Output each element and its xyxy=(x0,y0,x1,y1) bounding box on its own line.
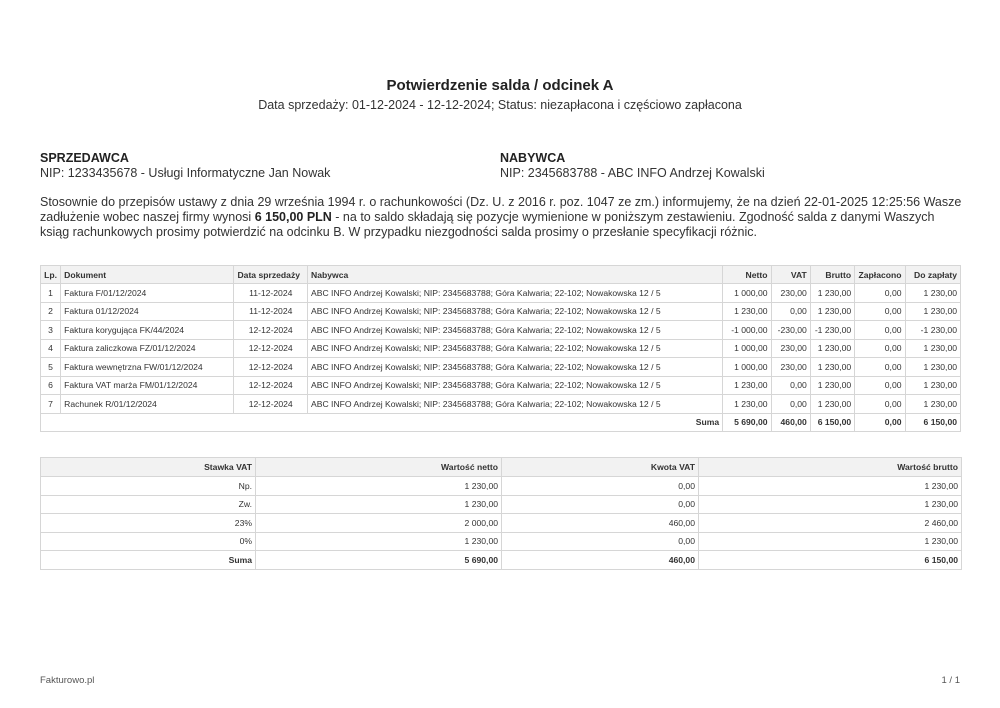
cell-lp: 6 xyxy=(41,376,61,395)
vat-gross: 1 230,00 xyxy=(699,477,962,496)
sum-paid: 0,00 xyxy=(855,413,905,432)
sum-gross: 6 150,00 xyxy=(810,413,854,432)
sum-due: 6 150,00 xyxy=(905,413,960,432)
cell-gross: -1 230,00 xyxy=(810,321,854,340)
cell-net: 1 230,00 xyxy=(723,395,771,414)
footer-brand: Fakturowo.pl xyxy=(40,675,95,686)
cell-net: 1 000,00 xyxy=(723,284,771,303)
vat-rate: Zw. xyxy=(41,495,256,514)
col-header-gross: Brutto xyxy=(810,266,854,284)
vat-sum-label: Suma xyxy=(41,551,256,570)
cell-buyer: ABC INFO Andrzej Kowalski; NIP: 2345683788; Góra Kalwaria; 22-102; Nowakowska 12 / 5 xyxy=(308,376,723,395)
statement-text-before: Stosownie do przepisów ustawy z dnia 29 września 1994 r. o rachunkowości (Dz. U. z 2016 r. poz. 1047 ze zm.) informujemy, że na dzień 22-01-2025 12:25:56 Wasze zadłużenie wobec naszej firmy wynosi xyxy=(40,195,962,224)
balance-amount: 6 150,00 PLN xyxy=(254,210,332,224)
cell-gross: 1 230,00 xyxy=(810,376,854,395)
documents-header-row xyxy=(41,266,961,284)
buyer-block xyxy=(500,151,765,181)
cell-net: -1 000,00 xyxy=(723,321,771,340)
cell-vat: -230,00 xyxy=(771,321,810,340)
document-subtitle: Data sprzedaży: 01-12-2024 - 12-12-2024; Status: niezapłacona i częściowo zapłacona xyxy=(258,98,742,112)
cell-vat: 0,00 xyxy=(771,395,810,414)
vat-row xyxy=(41,532,962,551)
cell-due: 1 230,00 xyxy=(905,395,960,414)
vat-row xyxy=(41,495,962,514)
documents-table xyxy=(40,265,961,432)
statement-text-after: - na to saldo składają się pozycje wymienione w poniższym zestawieniu. Zgodność salda z danymi Waszych ksiąg rachunkowych prosimy potwierdzić na odcinku B. W przypadku niezgodności salda prosimy o przesłanie specyfikacji różnic. xyxy=(40,210,935,239)
cell-due: -1 230,00 xyxy=(905,321,960,340)
cell-sale-date: 12-12-2024 xyxy=(234,376,308,395)
cell-net: 1 000,00 xyxy=(723,358,771,377)
document-title: Potwierdzenie salda / odcinek A xyxy=(386,77,614,94)
vat-rate: 0% xyxy=(41,532,256,551)
cell-sale-date: 12-12-2024 xyxy=(234,339,308,358)
vat-gross: 1 230,00 xyxy=(699,495,962,514)
cell-lp: 4 xyxy=(41,339,61,358)
table-row xyxy=(41,321,961,340)
cell-due: 1 230,00 xyxy=(905,339,960,358)
col-header-lp: Lp. xyxy=(41,266,61,284)
vat-sum-row xyxy=(41,551,962,570)
cell-gross: 1 230,00 xyxy=(810,302,854,321)
cell-vat: 0,00 xyxy=(771,376,810,395)
cell-lp: 7 xyxy=(41,395,61,414)
seller-block xyxy=(40,151,330,181)
cell-vat: 0,00 xyxy=(771,302,810,321)
cell-buyer: ABC INFO Andrzej Kowalski; NIP: 2345683788; Góra Kalwaria; 22-102; Nowakowska 12 / 5 xyxy=(308,358,723,377)
cell-due: 1 230,00 xyxy=(905,358,960,377)
sum-net: 5 690,00 xyxy=(723,413,771,432)
buyer-heading: NABYWCA xyxy=(500,151,566,165)
seller-heading: SPRZEDAWCA xyxy=(40,151,129,165)
cell-document: Faktura 01/12/2024 xyxy=(61,302,234,321)
documents-sum-row xyxy=(41,413,961,432)
cell-gross: 1 230,00 xyxy=(810,395,854,414)
cell-document: Faktura F/01/12/2024 xyxy=(61,284,234,303)
cell-document: Faktura VAT marża FM/01/12/2024 xyxy=(61,376,234,395)
cell-due: 1 230,00 xyxy=(905,302,960,321)
cell-lp: 5 xyxy=(41,358,61,377)
vat-row xyxy=(41,514,962,533)
vat-amount: 0,00 xyxy=(502,495,699,514)
vat-sum-gross: 6 150,00 xyxy=(699,551,962,570)
cell-sale-date: 11-12-2024 xyxy=(234,284,308,303)
cell-sale-date: 12-12-2024 xyxy=(234,358,308,377)
vat-gross: 2 460,00 xyxy=(699,514,962,533)
balance-statement xyxy=(40,195,965,240)
col-header-paid: Zapłacono xyxy=(855,266,905,284)
col-header-document: Dokument xyxy=(61,266,234,284)
cell-vat: 230,00 xyxy=(771,284,810,303)
vat-header-row xyxy=(41,458,962,477)
cell-due: 1 230,00 xyxy=(905,284,960,303)
cell-sale-date: 11-12-2024 xyxy=(234,302,308,321)
vat-col-header-net: Wartość netto xyxy=(256,458,502,477)
cell-lp: 1 xyxy=(41,284,61,303)
cell-paid: 0,00 xyxy=(855,302,905,321)
vat-col-header-vat: Kwota VAT xyxy=(502,458,699,477)
cell-net: 1 230,00 xyxy=(723,302,771,321)
cell-buyer: ABC INFO Andrzej Kowalski; NIP: 2345683788; Góra Kalwaria; 22-102; Nowakowska 12 / 5 xyxy=(308,321,723,340)
cell-paid: 0,00 xyxy=(855,321,905,340)
vat-amount: 460,00 xyxy=(502,514,699,533)
buyer-details: NIP: 2345683788 - ABC INFO Andrzej Kowalski xyxy=(500,166,765,180)
col-header-due: Do zapłaty xyxy=(905,266,960,284)
table-row xyxy=(41,302,961,321)
page-number: 1 / 1 xyxy=(941,675,960,686)
cell-gross: 1 230,00 xyxy=(810,358,854,377)
cell-buyer: ABC INFO Andrzej Kowalski; NIP: 2345683788; Góra Kalwaria; 22-102; Nowakowska 12 / 5 xyxy=(308,395,723,414)
cell-gross: 1 230,00 xyxy=(810,339,854,358)
cell-paid: 0,00 xyxy=(855,395,905,414)
vat-sum-vat: 460,00 xyxy=(502,551,699,570)
vat-amount: 0,00 xyxy=(502,532,699,551)
cell-net: 1 000,00 xyxy=(723,339,771,358)
sum-label: Suma xyxy=(41,413,723,432)
cell-sale-date: 12-12-2024 xyxy=(234,395,308,414)
document-header xyxy=(0,77,1000,113)
cell-document: Rachunek R/01/12/2024 xyxy=(61,395,234,414)
table-row xyxy=(41,376,961,395)
vat-net: 1 230,00 xyxy=(256,477,502,496)
table-row xyxy=(41,284,961,303)
vat-sum-net: 5 690,00 xyxy=(256,551,502,570)
seller-details: NIP: 1233435678 - Usługi Informatyczne Jan Nowak xyxy=(40,166,331,180)
vat-rate: Np. xyxy=(41,477,256,496)
cell-sale-date: 12-12-2024 xyxy=(234,321,308,340)
cell-due: 1 230,00 xyxy=(905,376,960,395)
cell-paid: 0,00 xyxy=(855,376,905,395)
table-row xyxy=(41,358,961,377)
cell-document: Faktura zaliczkowa FZ/01/12/2024 xyxy=(61,339,234,358)
table-row xyxy=(41,339,961,358)
cell-document: Faktura wewnętrzna FW/01/12/2024 xyxy=(61,358,234,377)
vat-net: 2 000,00 xyxy=(256,514,502,533)
vat-row xyxy=(41,477,962,496)
col-header-net: Netto xyxy=(723,266,771,284)
vat-net: 1 230,00 xyxy=(256,532,502,551)
cell-lp: 2 xyxy=(41,302,61,321)
cell-paid: 0,00 xyxy=(855,358,905,377)
cell-buyer: ABC INFO Andrzej Kowalski; NIP: 2345683788; Góra Kalwaria; 22-102; Nowakowska 12 / 5 xyxy=(308,302,723,321)
vat-net: 1 230,00 xyxy=(256,495,502,514)
cell-buyer: ABC INFO Andrzej Kowalski; NIP: 2345683788; Góra Kalwaria; 22-102; Nowakowska 12 / 5 xyxy=(308,284,723,303)
vat-summary-table xyxy=(40,457,962,570)
col-header-vat: VAT xyxy=(771,266,810,284)
cell-gross: 1 230,00 xyxy=(810,284,854,303)
cell-vat: 230,00 xyxy=(771,358,810,377)
vat-rate: 23% xyxy=(41,514,256,533)
cell-document: Faktura korygująca FK/44/2024 xyxy=(61,321,234,340)
col-header-buyer: Nabywca xyxy=(308,266,723,284)
cell-paid: 0,00 xyxy=(855,284,905,303)
cell-net: 1 230,00 xyxy=(723,376,771,395)
vat-gross: 1 230,00 xyxy=(699,532,962,551)
cell-buyer: ABC INFO Andrzej Kowalski; NIP: 2345683788; Góra Kalwaria; 22-102; Nowakowska 12 / 5 xyxy=(308,339,723,358)
vat-col-header-gross: Wartość brutto xyxy=(699,458,962,477)
cell-vat: 230,00 xyxy=(771,339,810,358)
cell-lp: 3 xyxy=(41,321,61,340)
col-header-sale-date: Data sprzedaży xyxy=(234,266,308,284)
cell-paid: 0,00 xyxy=(855,339,905,358)
vat-amount: 0,00 xyxy=(502,477,699,496)
table-row xyxy=(41,395,961,414)
sum-vat: 460,00 xyxy=(771,413,810,432)
vat-col-header-rate: Stawka VAT xyxy=(41,458,256,477)
